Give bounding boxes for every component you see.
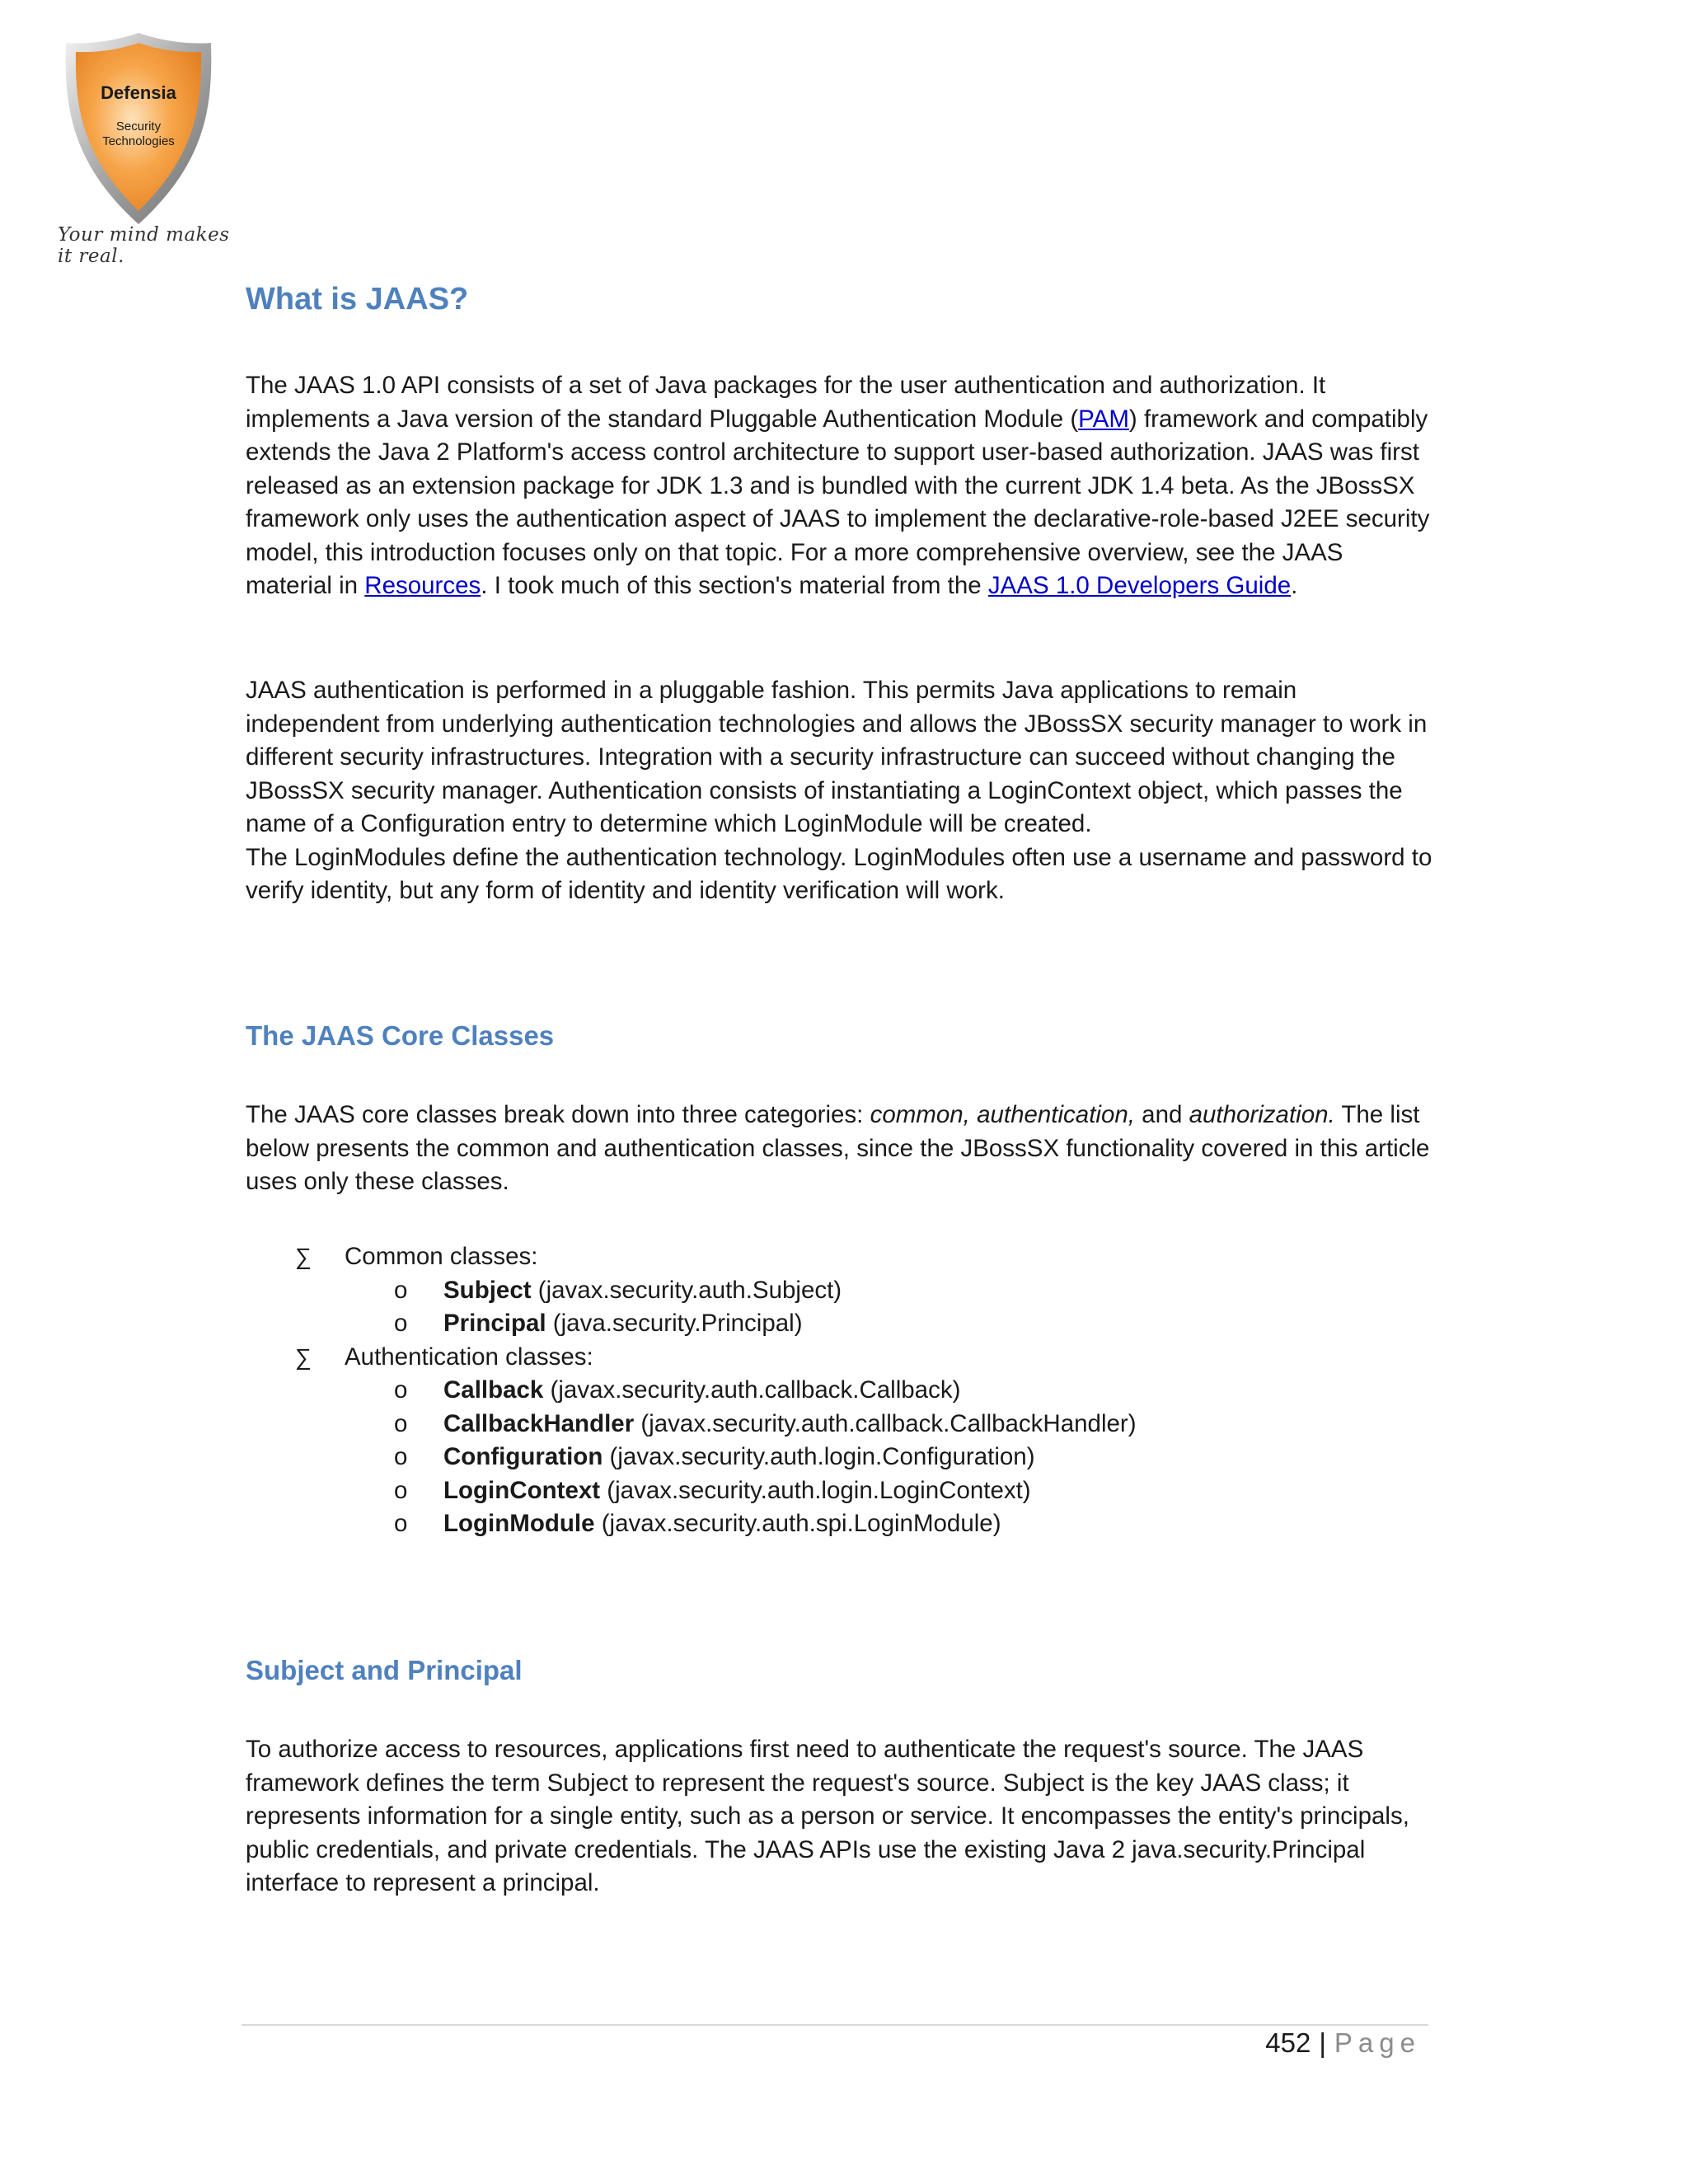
list-item-subject: o Subject (javax.security.auth.Subject) xyxy=(246,1274,1432,1308)
paragraph-subject-principal: To authorize access to resources, applications first need to authenticate the request's source. The JAAS framework defines the term Subject to represent the request's source. Subject is the key JAAS class; it represents information for a single entity, such as a person or service. It encompasses the entity's principals, public credentials, and private credentials. The JAAS APIs use the existing Java 2 java.security.Principal interface to represent a principal. xyxy=(246,1736,1409,1896)
paragraph-core-classes: The JAAS core classes break down into three categories: common, authentication, and authorization. The list below presents the common and authentication classes, since the JBossSX functionality covered in this article uses only these classes. xyxy=(246,1101,1430,1195)
sub-bullet-glyph: o xyxy=(394,1376,408,1404)
footer-divider xyxy=(241,2024,1428,2026)
sub-bullet-glyph: o xyxy=(394,1443,408,1470)
bullet-glyph: ∑ xyxy=(295,1244,312,1269)
link-resources[interactable]: Resources xyxy=(364,572,481,599)
sub-bullet-glyph: o xyxy=(394,1310,408,1337)
bullet-glyph: ∑ xyxy=(295,1343,312,1370)
page-footer xyxy=(1265,2027,1421,2059)
list-item-authentication-classes: ∑ Authentication classes: xyxy=(246,1341,1432,1375)
list-item-principal: o Principal (java.security.Principal) xyxy=(246,1307,1432,1341)
list-item-common-classes: ∑ Common classes: xyxy=(246,1240,1432,1274)
list-item-logincontext: o LoginContext (javax.security.auth.login.LoginContext) xyxy=(246,1474,1432,1508)
section-title-subject-principal: Subject and Principal xyxy=(246,1655,523,1685)
list-item-loginmodule: o LoginModule (javax.security.auth.spi.LoginModule) xyxy=(246,1507,1432,1541)
paragraph-jaas-intro: The JAAS 1.0 API consists of a set of Java packages for the user authentication and authorization. It implements a Java version of the standard Pluggable Authentication Module (PAM) framework and compatibly extends the Java 2 Platform's access control architecture to support user-based authorization. JAAS was first released as an extension package for JDK 1.3 and is bundled with the current JDK 1.4 beta. As the JBossSX framework only uses the authentication aspect of JAAS to implement the declarative-role-based J2EE security model, this introduction focuses only on that topic. For a more comprehensive overview, see the JAAS material in Resources. I took much of this section's material from the JAAS 1.0 Developers Guide. xyxy=(246,372,1430,599)
svg-text:Security: Security xyxy=(115,120,162,134)
core-classes-list xyxy=(246,1240,1432,1541)
list-item-callback: o Callback (javax.security.auth.callback.Callback) xyxy=(246,1374,1432,1408)
logo-tagline: Your mind makes it real. xyxy=(58,224,230,267)
paragraph-jaas-authentication: JAAS authentication is performed in a pluggable fashion. This permits Java applications to remain independent from underlying authentication technologies and allows the JBossSX security manager to work in different security infrastructures. Integration with a security infrastructure can succeed without changing the JBossSX security manager. Authentication consists of instantiating a LoginContext object, which passes the name of a Configuration entry to determine which LoginModule will be created. The LoginModules define the authentication technology. LoginModules often use a username and password to verify identity, but any form of identity and identity verification will work. xyxy=(246,677,1432,904)
link-pam[interactable]: PAM xyxy=(1078,405,1129,433)
section-title-what-is-jaas: What is JAAS? xyxy=(246,282,469,316)
sub-bullet-glyph: o xyxy=(394,1276,408,1304)
sub-bullet-glyph: o xyxy=(394,1476,408,1504)
sub-bullet-glyph: o xyxy=(394,1510,408,1537)
sub-bullet-glyph: o xyxy=(394,1409,408,1437)
link-jaas-developers-guide[interactable]: JAAS 1.0 Developers Guide xyxy=(987,572,1292,599)
svg-text:Technologies: Technologies xyxy=(102,134,175,148)
page-label: Page xyxy=(1334,2027,1421,2058)
list-item-configuration: o Configuration (javax.security.auth.login.Configuration) xyxy=(246,1441,1432,1474)
svg-text:Defensia: Defensia xyxy=(101,82,176,103)
footer-separator: | xyxy=(1319,2027,1326,2058)
shield-icon xyxy=(56,30,221,227)
page-number: 452 xyxy=(1265,2027,1311,2058)
list-item-callbackhandler: o CallbackHandler (javax.security.auth.callback.CallbackHandler) xyxy=(246,1408,1432,1441)
section-title-core-classes: The JAAS Core Classes xyxy=(246,1020,555,1051)
